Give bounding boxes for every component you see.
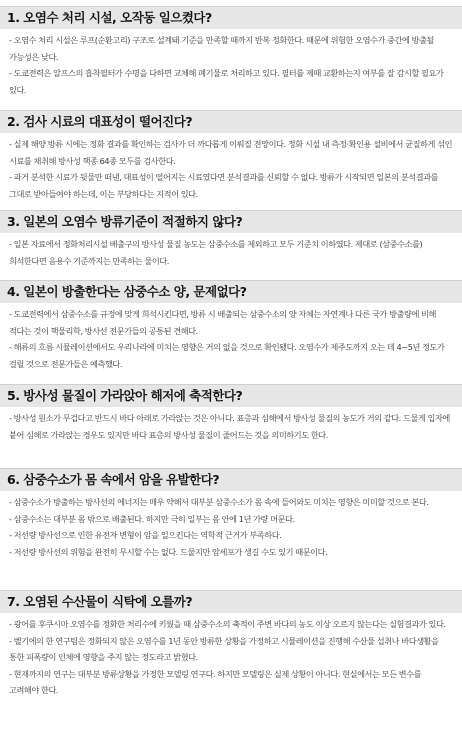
- section-title: 4. 일본이 방출한다는 삼중수소 양, 문제없다?: [0, 280, 462, 303]
- bullet-text: - 과거 분석한 시료가 뒷물만 떠낸, 대표성이 떨어지는 시료였다면 분석결과를 신뢰할 수 없다. 방류가 시작되면 일본의 분석결과를 그대로 받아들여야 하는데, 이는 부당하다는 지적이 있다.: [9, 172, 439, 199]
- faq-section-2: [0, 110, 462, 202]
- bullet-text: - 저선량 방사선의 위험을 완전히 무시할 수는 없다. 드물지만 암세포가 생길 수도 있기 때문이다.: [9, 546, 328, 557]
- section-title: 2. 검사 시료의 대표성이 떨어진다?: [0, 110, 462, 133]
- bullet-text: - 실제 해양 방류 시에는 정화 결과를 확인하는 검사가 더 까다롭게 이뤄질 전망이다. 정화 시설 내 측정·확인용 설비에서 균질하게 섞인 시료를 채취해 방사성 핵종 64종 모두를 검사한다.: [9, 139, 453, 166]
- section-title: 1. 오염수 처리 시설, 오작동 일으켰다?: [0, 6, 462, 29]
- bullet-text: - 벨기에의 한 연구팀은 정화되지 않은 오염수를 1년 동안 방류한 상황을 가정하고 시뮬레이션을 진행해 수산물 섭취나 바다생활을 통한 피폭량이 인체에 영향을 주지 않는 정도라고 밝혔다.: [9, 635, 439, 662]
- faq-section-3: [0, 210, 462, 269]
- bullet-text: - 일본 자료에서 정화처리시설 배출구의 방사성 물질 농도는 삼중수소를 제외하고 모두 기준치 이하였다. 제대로 (삼중수소를) 희석한다면 음용수 기준까지는 만족하는 물이다.: [9, 239, 423, 266]
- faq-section-4: [0, 280, 462, 372]
- bullet-text: - 저선량 방사선으로 인한 유전자 변형이 암을 일으킨다는 역학적 근거가 부족하다.: [9, 530, 282, 540]
- bullet-text: - 오염수 처리 시설은 루프(순환고리) 구조로 설계돼 기준을 만족할 때까지 반복 정화한다. 때문에 위험한 오염수가 중간에 방출될 가능성은 낮다.: [9, 35, 435, 62]
- bullet-text: - 광어를 후쿠시마 오염수를 정화한 처리수에 키웠을 때 삼중수소의 축적이 주변 바다의 농도 이상 오르지 않는다는 실험결과가 있다.: [9, 619, 446, 629]
- bullet-text: - 도쿄전력에서 삼중수소를 규정에 맞게 희석시킨다면, 방류 시 배출되는 삼중수소의 양 자체는 자연계나 다른 국가 방출량에 비해 적다는 것이 핵물리학, 방사선 전문가들의 공통된 견해다.: [9, 309, 436, 336]
- bullet-text: - 삼중수소가 방출하는 방사선의 에너지는 매우 약해서 대부분 삼중수소가 몸 속에 들어와도 미치는 영향은 미미할 것으로 본다.: [9, 497, 429, 507]
- bullet-text: - 삼중수소는 대부분 몸 밖으로 배출된다. 하지만 극히 일부는 몸 안에 1년 가량 머문다.: [9, 513, 295, 524]
- bullet-text: - 방사성 원소가 무겁다고 반드시 바다 아래로 가라앉는 것은 아니다. 표층과 심해에서 방사성 물질의 농도가 거의 같다. 드물게 입자에 붙어 심해로 가라앉는 경우도 있지만 바다 표층의 방사성 물질이 줄어드는 것을 의미하기도 한다.: [9, 413, 450, 440]
- bullet-text: - 현재까지의 연구는 대부분 방류상황을 가정한 모델링 연구다. 하지만 모델링은 실제 상황이 아니다. 현실에서는 모든 변수를 고려해야 한다.: [9, 668, 422, 695]
- faq-section-6: [0, 468, 462, 560]
- section-title: 6. 삼중수소가 몸 속에서 암을 유발한다?: [0, 468, 462, 491]
- faq-section-5: [0, 384, 462, 443]
- section-title: 7. 오염된 수산물이 식탁에 오를까?: [0, 590, 462, 613]
- section-title: 5. 방사성 물질이 가라앉아 해저에 축적한다?: [0, 384, 462, 407]
- faq-section-7: [0, 590, 462, 699]
- section-title: 3. 일본의 오염수 방류기준이 적절하지 않다?: [0, 210, 462, 233]
- faq-section-1: [0, 6, 462, 98]
- bullet-text: - 도쿄전력은 알프스의 흡착필터가 수명을 다하면 교체해 폐기물로 처리하고 있다. 필터를 제때 교환하는지 여부를 잘 감시할 필요가 있다.: [9, 68, 444, 95]
- bullet-text: - 해류의 흐름 시뮬레이션에서도 우리나라에 미치는 영향은 거의 없을 것으로 확인됐다. 오염수가 제주도까지 오는 데 4~5년 정도가 걸릴 것으로 전문가들은 예측했다.: [9, 342, 445, 369]
